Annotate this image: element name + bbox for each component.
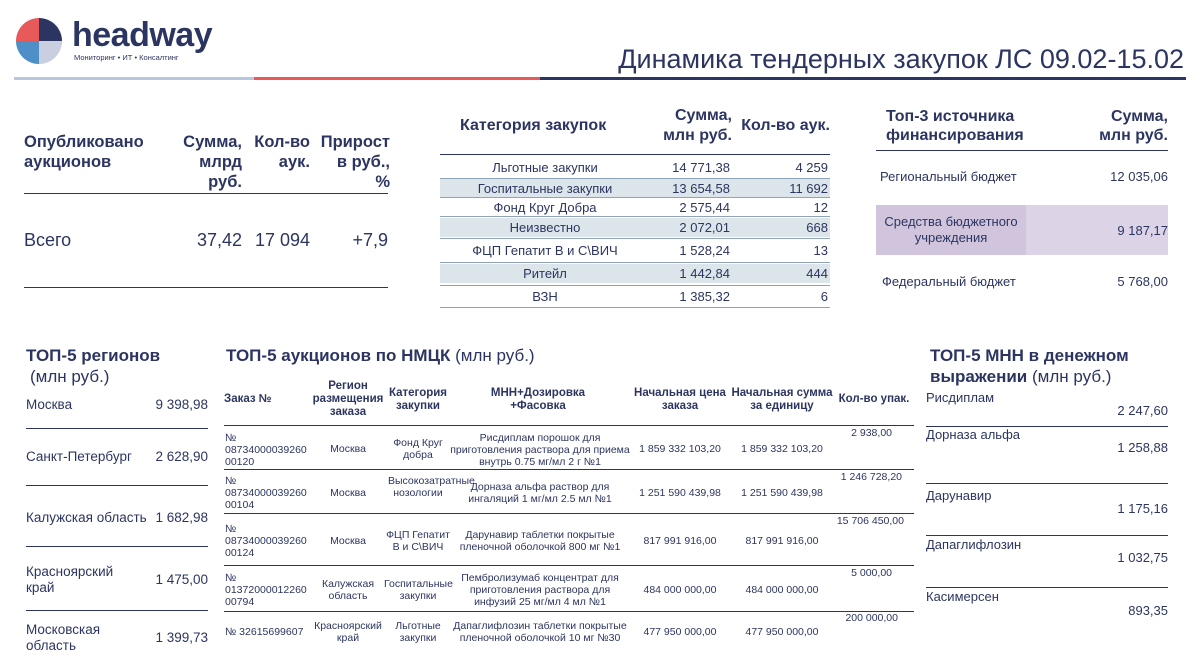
category-sum: 2 072,01: [679, 220, 730, 235]
category-divider: [440, 238, 830, 239]
financing-header-name: Топ-3 источника финансирования: [886, 108, 1024, 144]
category-row: [440, 198, 830, 217]
categories-header-count: Кол-во аук.: [741, 117, 830, 134]
auction-qty: 1 246 728,20: [840, 471, 902, 483]
region-divider: [26, 428, 208, 429]
financing-sum: 12 035,06: [1110, 169, 1168, 184]
auction-order: № 08734000039260 00120: [225, 432, 307, 468]
financing-sum: 5 768,00: [1117, 274, 1168, 289]
category-sum: 13 654,58: [672, 181, 730, 196]
category-divider: [440, 307, 830, 308]
published-total-sum: 37,42: [196, 230, 242, 250]
auctions-header-price: Начальная цена заказа: [634, 387, 726, 412]
categories-header-name: Категория закупок: [460, 117, 607, 134]
category-sum: 2 575,44: [679, 200, 730, 215]
mnn-sum: 2 247,60: [1117, 403, 1168, 418]
category-count: 13: [813, 243, 828, 258]
auction-divider: [224, 565, 914, 566]
auction-qty: 15 706 450,00: [836, 515, 904, 527]
auction-qty: 2 938,00: [851, 427, 892, 439]
published-table-header: [24, 132, 390, 192]
auction-order: № 32615699607: [225, 626, 304, 638]
category-sum: 14 771,38: [672, 160, 730, 175]
financing-sum: 9 187,17: [1117, 223, 1168, 238]
category-count: 12: [813, 200, 828, 215]
region-name: Москва: [26, 397, 73, 412]
category-name: Фонд Круг Добра: [493, 200, 597, 215]
category-name: Ритейл: [523, 266, 567, 281]
auction-unit-price: 484 000 000,00: [745, 584, 819, 596]
auction-divider: [224, 611, 914, 612]
category-divider: [440, 262, 830, 263]
region-name: Санкт-Петербург: [26, 449, 132, 464]
auction-mnn: Дапаглифлозин таблетки покрытые пленочной оболочкой 10 мг №30: [453, 620, 627, 644]
page-title: Динамика тендерных закупок ЛС 09.02-15.02: [618, 44, 1184, 74]
header-divider-1: [14, 77, 254, 80]
mnn-divider: [926, 587, 1168, 588]
auction-category: Высокозатратные нозологии: [388, 475, 475, 499]
auctions-header-line: [224, 425, 914, 426]
published-footer-line: [24, 287, 388, 288]
category-name: ВЗН: [532, 289, 558, 304]
auction-category: ФЦП Гепатит В и С\ВИЧ: [386, 529, 450, 553]
mnn-sum: 893,35: [1128, 603, 1168, 618]
category-divider: [440, 216, 830, 217]
category-name: ФЦП Гепатит В и С\ВИЧ: [472, 243, 618, 258]
auction-category: Госпитальные закупки: [384, 578, 453, 602]
mnn-name: Дарунавир: [926, 488, 992, 503]
auctions-header-region: Регион размещения заказа: [312, 380, 384, 418]
brand-tagline: Мониторинг • ИТ • Консалтинг: [74, 53, 179, 62]
region-sum: 1 682,98: [155, 510, 208, 525]
published-header-growth: Прирост в руб., %: [320, 133, 390, 191]
headway-logo: [16, 18, 216, 66]
mnn-name: Дапаглифлозин: [926, 537, 1022, 552]
auction-divider: [224, 513, 914, 514]
auction-qty: 5 000,00: [851, 567, 892, 579]
category-name: Неизвестно: [509, 220, 581, 235]
auction-price: 1 859 332 103,20: [639, 443, 721, 455]
region-sum: 1 475,00: [155, 572, 208, 587]
financing-header-sum: Сумма, млн руб.: [1099, 108, 1168, 144]
category-divider: [440, 285, 830, 286]
region-name: Московская область: [26, 622, 101, 653]
region-divider: [26, 546, 208, 547]
auctions-header-category: Категория закупки: [388, 387, 448, 412]
mnn-divider: [926, 483, 1168, 484]
published-header-count: Кол-во аук.: [254, 133, 310, 171]
mnn-name: Дорназа альфа: [926, 427, 1020, 442]
published-total-label: Всего: [24, 230, 72, 250]
auction-mnn: Дарунавир таблетки покрытые пленочной оболочкой 800 мг №1: [459, 529, 621, 553]
header-divider-3: [540, 77, 1186, 80]
category-row: [440, 264, 830, 283]
mnn-sum: 1 258,88: [1117, 440, 1168, 455]
auctions-title: ТОП-5 аукционов по НМЦК (млн руб.): [226, 346, 535, 365]
mnn-title-2: выражении (млн руб.): [930, 367, 1112, 386]
region-name: Калужская область: [26, 510, 147, 525]
category-count: 6: [820, 289, 828, 304]
auction-region: Калужская область: [321, 578, 375, 602]
auction-order: № 01372000012260 00794: [225, 572, 307, 608]
category-count: 444: [806, 266, 828, 281]
header-divider-2: [254, 77, 540, 80]
categories-header-line: [440, 154, 830, 155]
mnn-divider: [926, 535, 1168, 536]
published-total-growth: +7,9: [352, 230, 388, 250]
category-divider: [440, 178, 830, 179]
categories-header-sum: Сумма, млн руб.: [663, 107, 732, 144]
category-count: 4 259: [795, 160, 828, 175]
region-name: Красноярский край: [26, 564, 114, 595]
auctions-header-mnn: МНН+Дозировка +Фасовка: [490, 387, 586, 412]
region-sum: 2 628,90: [155, 449, 208, 464]
auction-order: № 08734000039260 00104: [225, 475, 307, 511]
region-sum: 1 399,73: [155, 630, 208, 645]
category-count: 668: [806, 220, 828, 235]
auction-region: Москва: [330, 443, 366, 455]
region-sum: 9 398,98: [155, 397, 208, 412]
category-row: [440, 241, 830, 260]
category-divider: [440, 197, 830, 198]
auction-category: Фонд Круг добра: [393, 437, 443, 461]
auction-region: Москва: [330, 535, 366, 547]
auction-price: 1 251 590 439,98: [639, 487, 721, 499]
region-divider: [26, 485, 208, 486]
category-row: [440, 179, 830, 198]
category-sum: 1 442,84: [679, 266, 730, 281]
mnn-name: Рисдиплам: [926, 390, 995, 405]
category-sum: 1 528,24: [679, 243, 730, 258]
regions-title: ТОП-5 регионов: [26, 346, 161, 365]
mnn-title: ТОП-5 МНН в денежном: [930, 346, 1129, 365]
financing-name: Средства бюджетного учреждения: [884, 214, 1018, 245]
category-sum: 1 385,32: [679, 289, 730, 304]
financing-name: Региональный бюджет: [880, 169, 1017, 184]
auction-category: Льготные закупки: [395, 620, 441, 644]
published-total-count: 17 094: [254, 230, 310, 250]
financing-header-line: [876, 150, 1168, 151]
auction-unit-price: 1 859 332 103,20: [741, 443, 823, 455]
brand-name: headway: [72, 16, 213, 54]
published-header-line: [24, 193, 388, 194]
financing-name: Федеральный бюджет: [882, 274, 1016, 289]
auction-order: № 08734000039260 00124: [225, 523, 307, 559]
auctions-header-order: Заказ №: [224, 393, 272, 405]
mnn-name: Касимерсен: [926, 589, 999, 604]
auction-price: 477 950 000,00: [643, 626, 717, 638]
region-divider: [26, 610, 208, 611]
category-name: Госпитальные закупки: [477, 181, 613, 196]
auction-qty: 200 000,00: [845, 612, 898, 624]
regions-subtitle: (млн руб.): [30, 367, 110, 386]
auction-region: Красноярский край: [314, 620, 382, 644]
logo-mark-icon: [16, 18, 62, 64]
auction-mnn: Рисдиплам порошок для приготовления раствора для приема внутрь 0.75 мг/мл 2 г №1: [450, 432, 630, 468]
category-row: [440, 287, 830, 306]
published-header-label: Опубликовано аукционов: [24, 133, 144, 171]
mnn-sum: 1 032,75: [1117, 550, 1168, 565]
auctions-header-unit: Начальная сумма за единицу: [731, 387, 833, 412]
auction-unit-price: 817 991 916,00: [745, 535, 819, 547]
category-name: Льготные закупки: [492, 160, 598, 175]
category-row: [440, 158, 830, 177]
auction-unit-price: 477 950 000,00: [745, 626, 819, 638]
auction-mnn: Дорназа альфа раствор для ингаляций 1 мг/мл 2.5 мл №1: [468, 481, 612, 505]
mnn-sum: 1 175,16: [1117, 501, 1168, 516]
auction-unit-price: 1 251 590 439,98: [741, 487, 823, 499]
auction-price: 817 991 916,00: [643, 535, 717, 547]
auction-mnn: Пембролизумаб концентрат для приготовления раствора для инфузий 25 мг/мл 4 мл №1: [461, 572, 619, 608]
category-count: 11 692: [789, 181, 828, 196]
auction-divider: [224, 469, 914, 470]
auctions-header-qty: Кол-во упак.: [838, 393, 910, 405]
auction-region: Москва: [330, 487, 366, 499]
auction-price: 484 000 000,00: [643, 584, 717, 596]
category-row: [440, 218, 830, 237]
published-header-sum: Сумма, млрд руб.: [183, 133, 242, 191]
